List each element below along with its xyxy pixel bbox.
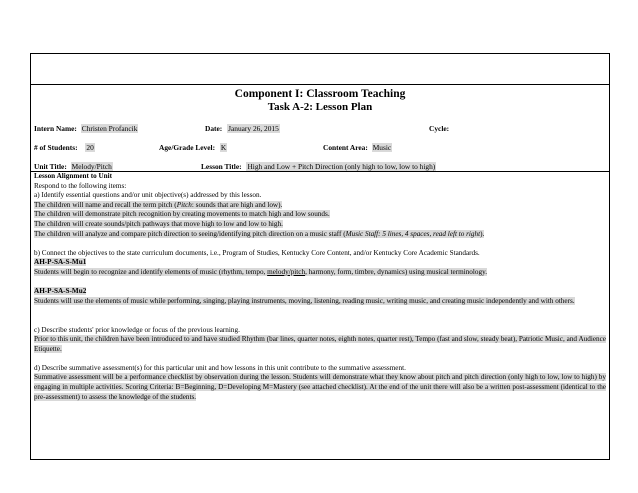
objective-2: The children will demonstrate pitch recognition by creating movements to match high and low sounds. [34, 210, 330, 219]
intern-row [34, 124, 138, 133]
students-row [34, 143, 95, 152]
objective-3: The children will create sounds/pitch pathways that move high to low and low to high. [34, 219, 283, 228]
lesson-title-value: High and Low + Pitch Direction (only high to low, low to high) [247, 162, 436, 171]
date-group [205, 124, 280, 133]
alignment-heading: Lesson Alignment to Unit [34, 172, 113, 180]
melody-pitch-link: melody/pitch [267, 267, 306, 276]
objective-1: The children will name and recall the term pitch (Pitch: sounds that are high and low). [34, 200, 283, 209]
unit-row [34, 162, 113, 171]
unit-label: Unit Title: [34, 162, 67, 171]
item-b: b) Connect the objectives to the state curriculum documents, i.e., Program of Studies, Kentucky Core Content, and/or Kentucky Core Academic Standards. [34, 248, 480, 257]
content-group [323, 143, 392, 152]
cycle-group [429, 124, 449, 133]
top-divider [31, 84, 609, 85]
item-c: c) Describe students' prior knowledge or focus of the previous learning. [34, 325, 240, 334]
standard-2-code: AH-P-SA-S-Mu2 [34, 287, 87, 296]
standard-1-code: AH-P-SA-S-Mu1 [34, 258, 87, 267]
page-subtitle: Task A-2: Lesson Plan [267, 101, 373, 113]
intern-label: Intern Name: [34, 124, 77, 133]
alignment-intro: Respond to the following items: [34, 181, 127, 190]
standard-2-text: Students will use the elements of music while performing, singing, playing instruments, moving, listening, reading music, writing music, and creating music independently and with others. [34, 296, 575, 305]
lesson-title-group [201, 162, 436, 171]
page-title: Component I: Classroom Teaching [234, 88, 406, 100]
standard-1-text: Students will begin to recognize and identify elements of music (rhythm, tempo, melody/pitch, harmony, form, timbre, dynamics) using musical terminology. [34, 267, 488, 276]
grade-value: K [220, 143, 227, 152]
unit-value: Melody/Pitch [71, 162, 112, 171]
alignment-section [34, 172, 606, 402]
content-value: Music [372, 143, 392, 152]
students-label: # of Students: [34, 143, 78, 152]
item-d: d) Describe summative assessment(s) for this particular unit and how lessons in this unit contribute to the summative assessment. [34, 363, 406, 372]
cycle-label: Cycle: [429, 124, 450, 133]
summative-assessment-text: Summative assessment will be a performance checklist by observation during the lesson. Students will demonstrate what they know about pitch and pitch direction (only high to low, low to high) by engaging in multiple activities. Scoring Criteria: B=Beginning, D=Developing M=Mastery (see attached checklist). At the end of the unit there will also be a written post-assessment (identical to the pre-assessment) to assess the knowledge of the students. [34, 373, 606, 401]
date-value: January 26, 2015 [228, 124, 279, 133]
students-value: 20 [86, 143, 94, 152]
content-label: Content Area: [323, 143, 368, 152]
intern-value: Christen Profancik [81, 124, 138, 133]
date-label: Date: [205, 124, 223, 133]
grade-label: Age/Grade Level: [159, 143, 216, 152]
prior-knowledge-text: Prior to this unit, the children have been introduced to and have studied Rhythm (bar lines, quarter notes, eighth notes, quarter rest), Tempo (fast and slow, steady beat), Patriotic Music, and Audience Etiquette. [34, 335, 606, 353]
lesson-title-label: Lesson Title: [201, 162, 242, 171]
grade-group [159, 143, 227, 152]
objective-4: The children will analyze and compare pitch direction to seeing/identifying pitch direction on a music staff (Music Staff: 5 lines, 4 spaces, read left to right). [34, 229, 485, 238]
item-a: a) Identify essential questions and/or unit objective(s) addressed by this lesson. [34, 191, 262, 200]
lesson-plan-frame [30, 53, 610, 460]
